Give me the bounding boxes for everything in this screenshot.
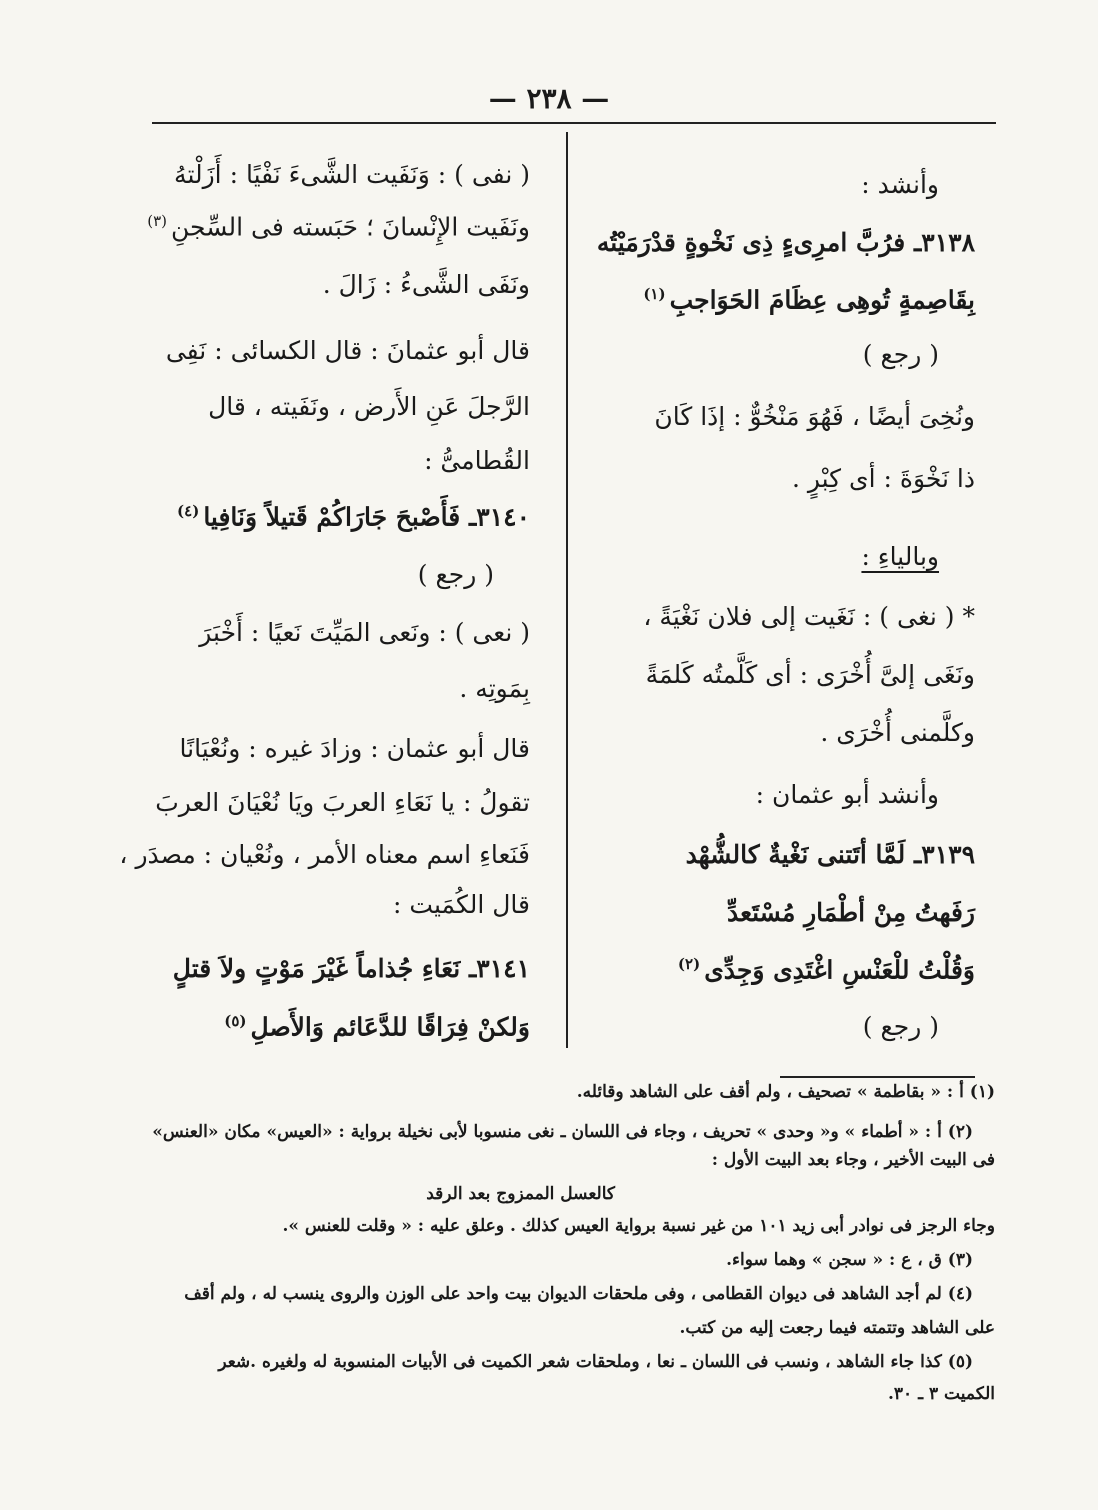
- text-line: [150, 446, 530, 476]
- line-text: * ( نغى ) : نَغَيت إلى فلان نَغْيَةً ،: [643, 602, 975, 631]
- text-line: [150, 788, 530, 818]
- line-text: قال الكُمَيت :: [393, 890, 530, 919]
- text-line: [147, 212, 530, 242]
- footnote-line: (٤) لم أجد الشاهد فى ديوان القطامى ، وفى ملحقات الديوان بيت واحد على الوزن والروى ينسب له ، ولم أقف: [184, 1284, 973, 1304]
- footnote-line: (٢) أ : « أطماء » و« وحدى » تحريف ، وجاء فى اللسان ـ نغى منسوبا لأبى نخيلة برواية : «العيس» مكان «العنس»: [152, 1122, 973, 1142]
- line-text: ٣١٣٨ـ فرُبَّ امرِىءٍ ذِى نَخْوةٍ قدْرَمَيْتُه: [596, 228, 975, 257]
- column-divider: [566, 132, 568, 1048]
- line-text: ٣١٣٩ـ لَمَّا أتَتنى نَغْيةٌ كالشُّهْد: [685, 840, 975, 869]
- line-text: الرَّجلَ عَنِ الأَرض ، ونَفَيته ، قال: [208, 392, 530, 421]
- line-text: ( رجع ): [417, 560, 494, 589]
- return-marker: [595, 340, 975, 370]
- line-text: وكلَّمنى أُخْرَى .: [820, 718, 975, 747]
- text-line: [595, 780, 975, 810]
- line-text: وَلكنْ فِرَاقًا للدَّعَائم وَالأَصلِ: [250, 1012, 530, 1042]
- footnote-line: على الشاهد وتتمته فيما رجعت إليه من كتب.: [679, 1318, 995, 1338]
- line-text: فَنَعاءِ اسم معناه الأمر ، ونُعْيان : مصدَر ،: [119, 840, 530, 869]
- header-rule: [152, 122, 996, 124]
- line-text: ونَفَى الشَّىءُ : زَالَ .: [322, 270, 530, 299]
- text-line: [595, 170, 975, 200]
- line-text: تقولُ : يا نَعَاءِ العربَ ويَا نُعْيَانَ العربَ: [155, 788, 530, 817]
- text-line: [595, 402, 975, 432]
- line-text: ( رجع ): [862, 1012, 939, 1041]
- footnote-ref: (١): [643, 285, 666, 303]
- line-text: ونَفَيت الإِنْسانَ ؛ حَبَسته فى السِّجنِ: [171, 212, 530, 242]
- line-text: ونَغَى إلىَّ أُخْرَى : أى كَلَّمتُه كَلمَةً: [645, 660, 975, 689]
- verse-line: [595, 898, 975, 928]
- text-line: [150, 674, 530, 704]
- footnote-line: فى البيت الأخير ، وجاء بعد البيت الأول :: [711, 1150, 995, 1170]
- line-text: وأنشد أبو عثمان :: [755, 780, 939, 809]
- line-text: ( نفى ) : وَنَفَيت الشَّىءَ نَفْيًا : أَزَلْتهُ: [174, 160, 530, 189]
- left-column: [119, 140, 530, 1050]
- text-line: [595, 602, 975, 632]
- line-text: ٣١٤٠ـ فَأَصْبحَ جَارَاكُمْ قَتيلاً وَنَافِيا: [203, 502, 530, 532]
- verse-line: [150, 954, 530, 984]
- footnote-line: الكميت ٣ ـ ٣٠.: [887, 1384, 995, 1404]
- text-line: [595, 718, 975, 748]
- line-text: وَقُلْتُ للْعَنْسِ اغْتَدِى وَجِدِّى: [704, 955, 975, 985]
- verse-line: [150, 502, 530, 532]
- text-line: [150, 160, 530, 190]
- footnote-line: وجاء الرجز فى نوادر أبى زيد ١٠١ من غير نسبة برواية العيس كذلك . وعلق عليه : « وقلت للعنس ».: [282, 1216, 995, 1236]
- line-text: القُطامىُّ :: [424, 446, 530, 475]
- text-line: [150, 270, 530, 300]
- line-text: بِقَاصِمةٍ تُوهِى عِظَامَ الحَوَاجبِ: [669, 285, 975, 315]
- line-text: ٣١٤١ـ نَعَاءِ جُذاماً غَيْرَ مَوْتٍ ولاَ قتلٍ: [172, 954, 530, 983]
- return-marker: [595, 1012, 975, 1042]
- footnote-ref: (٣): [147, 212, 168, 230]
- footnote-line: كالعسل الممزوج بعد الرقد: [426, 1184, 615, 1204]
- verse-line: [595, 228, 975, 258]
- text-line: [150, 336, 530, 366]
- section-heading: [595, 542, 975, 572]
- footnote-line: (١) أ : « بقاطمة » تصحيف ، ولم أقف على الشاهد وقائله.: [576, 1082, 995, 1102]
- text-line: [150, 618, 530, 648]
- line-text: وبالياءِ :: [861, 542, 939, 571]
- verse-line: [595, 285, 975, 315]
- line-text: ذا نَخْوَةَ : أى كِبْرٍ .: [791, 464, 975, 493]
- page-number: — ٢٣٨ —: [488, 82, 610, 115]
- return-marker: [150, 560, 530, 590]
- footnote-line: (٣) ق ، ع : « سجن » وهما سواء.: [726, 1250, 973, 1270]
- verse-line: [150, 1012, 530, 1042]
- footnote-ref: (٤): [177, 502, 200, 520]
- line-text: ونُخِىَ أيضًا ، فَهُوَ مَنْخُوٌّ : إذَا كَانَ: [654, 402, 975, 431]
- line-text: رَفَهتُ مِنْ أطْمَارِ مُسْتَعدِّ: [726, 898, 975, 927]
- footnote-rule: [780, 1076, 975, 1078]
- verse-line: [595, 840, 975, 870]
- text-line: [150, 392, 530, 422]
- text-line: [119, 840, 530, 870]
- line-text: قال أبو عثمان : وزادَ غيره : ونُعْيَانًا: [179, 734, 530, 763]
- right-column: [595, 140, 975, 1050]
- text-line: [150, 890, 530, 920]
- verse-line: [595, 955, 975, 985]
- line-text: ( نعى ) : ونَعى المَيِّتَ نَعيًا : أَخْبَرَ: [199, 618, 530, 647]
- text-line: [150, 734, 530, 764]
- text-line: [595, 464, 975, 494]
- line-text: ( رجع ): [862, 340, 939, 369]
- line-text: قال أبو عثمانَ : قال الكسائى : نَفِى: [165, 336, 530, 365]
- footnote-ref: (٥): [224, 1012, 247, 1030]
- footnote-line: (٥) كذا جاء الشاهد ، ونسب فى اللسان ـ نعا ، وملحقات شعر الكميت فى الأبيات المنسوبة له ولغيره .شعر: [218, 1352, 973, 1372]
- line-text: بِمَوتِه .: [459, 674, 530, 703]
- footnote-ref: (٢): [677, 955, 701, 973]
- text-line: [595, 660, 975, 690]
- line-text: وأنشد :: [861, 170, 939, 199]
